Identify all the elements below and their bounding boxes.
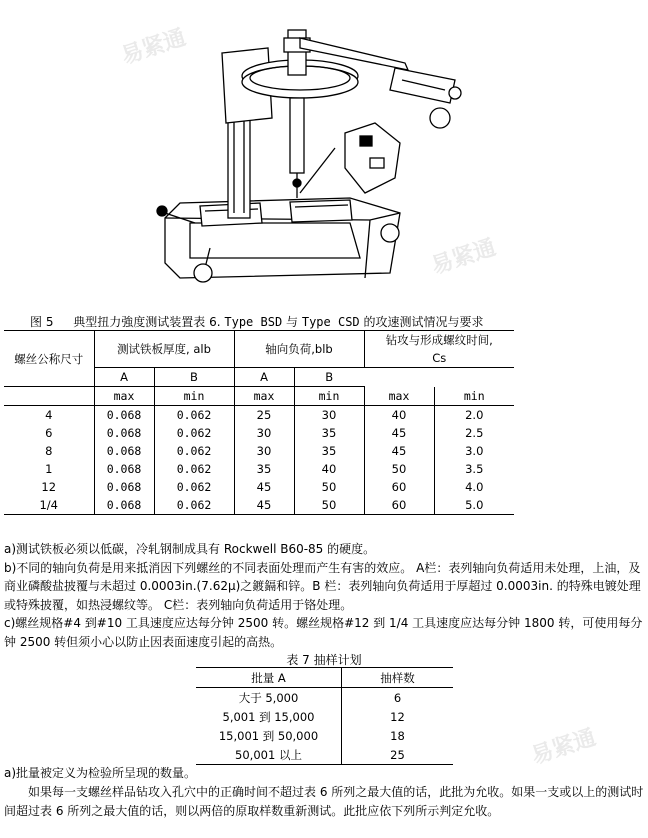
sub-header-max: max [94, 387, 154, 406]
table-title-type-csd: Type CSD [301, 315, 360, 329]
sub-header-b-load: B [154, 368, 234, 387]
sub-header-min: min [154, 387, 234, 406]
table-row [196, 726, 453, 745]
header-axial-load: 轴向负荷,blb [234, 331, 364, 368]
table-cell: 50 [294, 478, 364, 496]
sub-header-min: min [434, 387, 514, 406]
table-cell: 50 [294, 496, 364, 515]
watermark: 易紧通 [118, 25, 189, 70]
header-screw-size: 螺丝公称尺寸 [4, 331, 94, 387]
table-cell: 45 [364, 442, 434, 460]
watermark: 易紧通 [428, 235, 499, 280]
table-row [4, 442, 514, 460]
table-cell: 6 [393, 690, 402, 705]
watermark: 易紧通 [528, 725, 599, 770]
table-cell: 0.068 [94, 496, 154, 515]
table-cell: 35 [294, 424, 364, 442]
table-cell: 40 [364, 406, 434, 425]
table-title-type-bsd: Type BSD [224, 315, 283, 329]
note-b: b)不同的轴向负荷是用来抵消因下列螺丝的不同表面处理而产生有害的效应。 A栏：表列轴向负荷适用未处理，上油，及商业磷酸盐披覆与未超过 0.0003in.(7.62μ)之鍍鎘和锌。B 栏：表列轴向负荷适用于厚超过 0.0003in. 的特殊电镀处理或特殊披覆，如热浸螺纹等。 C栏：表列轴向负荷适用于铬处理。 [4, 560, 641, 612]
table-cell: 0.062 [154, 442, 234, 460]
table-6-notes [4, 540, 644, 651]
table-title-connector: 与 [286, 315, 299, 329]
header-plate-thickness: 测试铁板厚度, alb [94, 331, 234, 368]
table-cell: 0.068 [94, 424, 154, 442]
table-row [4, 478, 514, 496]
table-cell: 2.5 [434, 424, 514, 442]
table-cell: 30 [294, 406, 364, 425]
torque-test-apparatus-figure [150, 8, 470, 308]
table-cell: 50,001 以上 [196, 745, 342, 765]
table-cell: 5,001 到 15,000 [196, 707, 342, 726]
table-cell: 6 [45, 426, 53, 440]
figure-table-caption [30, 313, 483, 330]
table-cell: 15,001 到 50,000 [196, 726, 342, 745]
table-cell: 2.0 [434, 406, 514, 425]
table-cell: 60 [364, 496, 434, 515]
note-acceptance: 如果每一支螺丝样品钻攻入孔穴中的正确时间不超过表 6 所列之最大值的话，此批为允收。如果一支或以上的测试时间超过表 6 所列之最大值的话，则以两倍的原取样数重新测试。此批应依下列所示判定允收。 [4, 785, 644, 818]
table-cell: 0.062 [154, 478, 234, 496]
table-cell: 大于 5,000 [196, 688, 342, 708]
table-cell: 4.0 [434, 478, 514, 496]
table-cell: 0.062 [154, 406, 234, 425]
table-cell: 60 [364, 478, 434, 496]
table-cell: 45 [234, 478, 294, 496]
table-7-sampling-plan [196, 667, 453, 765]
table-cell: 0.068 [94, 478, 154, 496]
table-cell: 30 [234, 424, 294, 442]
table-cell: 3.0 [434, 442, 514, 460]
sub-header-max: max [364, 387, 434, 406]
table-cell: 8 [45, 444, 53, 458]
header-drill-time: 钻攻与形成螺纹时间, [364, 331, 514, 350]
table-7-notes [4, 764, 644, 821]
table-cell: 5.0 [434, 496, 514, 515]
figure-label: 图 5 [30, 315, 54, 329]
table-cell: 1/4 [4, 496, 94, 515]
header-lot-size: 批量 A [196, 668, 342, 688]
table-row [4, 496, 514, 515]
note-c: c)螺丝规格#4 到#10 工具速度应达每分钟 2500 转。螺丝规格#12 到 1/4 工具速度应达每分钟 1800 转，可使用每分钟 2500 转但须小心以防止因表面速度引起的高热。 [4, 616, 643, 649]
table-cell: 4 [45, 408, 53, 422]
table-cell: 35 [294, 442, 364, 460]
table-cell: 0.062 [154, 460, 234, 478]
table-cell: 3.5 [434, 460, 514, 478]
header-drill-time-unit: Cs [364, 349, 514, 368]
table-7-title: 表 7 抽样计划 [286, 653, 362, 667]
table-row [4, 460, 514, 478]
table-6-drill-speed-requirements [4, 330, 514, 515]
table-cell: 30 [234, 442, 294, 460]
table-row [196, 707, 453, 726]
table-cell: 0.068 [94, 460, 154, 478]
sub-header-min: min [294, 387, 364, 406]
table-cell: 0.062 [154, 496, 234, 515]
table-cell: 0.068 [94, 442, 154, 460]
table-cell: 0.062 [154, 424, 234, 442]
sub-header-a-time: A [234, 368, 294, 387]
table-row [196, 688, 453, 708]
table-cell: 0.068 [94, 406, 154, 425]
table-cell: 1 [45, 462, 53, 476]
table-cell: 50 [364, 460, 434, 478]
table-cell: 45 [364, 424, 434, 442]
table-cell: 40 [294, 460, 364, 478]
table-cell: 12 [41, 480, 57, 494]
table-row [196, 745, 453, 765]
table-cell: 45 [234, 496, 294, 515]
table-title-rest: 的攻速测试情况与要求 [363, 315, 484, 329]
table-cell: 25 [342, 745, 454, 765]
table-cell: 12 [390, 709, 405, 724]
table-cell: 18 [390, 728, 405, 743]
header-sample-count: 抽样数 [342, 668, 454, 688]
table-cell: 35 [234, 460, 294, 478]
note-a: a)测试铁板必须以低碳，冷轧钢制成具有 Rockwell B60-85 的硬度。 [4, 542, 376, 556]
sub-header-a-load: A [94, 368, 154, 387]
table-row [4, 424, 514, 442]
sub-header-b-time: B [294, 368, 364, 387]
table-row [4, 406, 514, 425]
apparatus-drawing [150, 8, 470, 308]
table-cell: 25 [234, 406, 294, 425]
figure-title: 典型扭力強度测试装置表 6. [73, 315, 221, 329]
sub-header-max: max [234, 387, 294, 406]
note-lot-definition: a)批量被定义为检验所呈现的数量。 [4, 766, 197, 780]
